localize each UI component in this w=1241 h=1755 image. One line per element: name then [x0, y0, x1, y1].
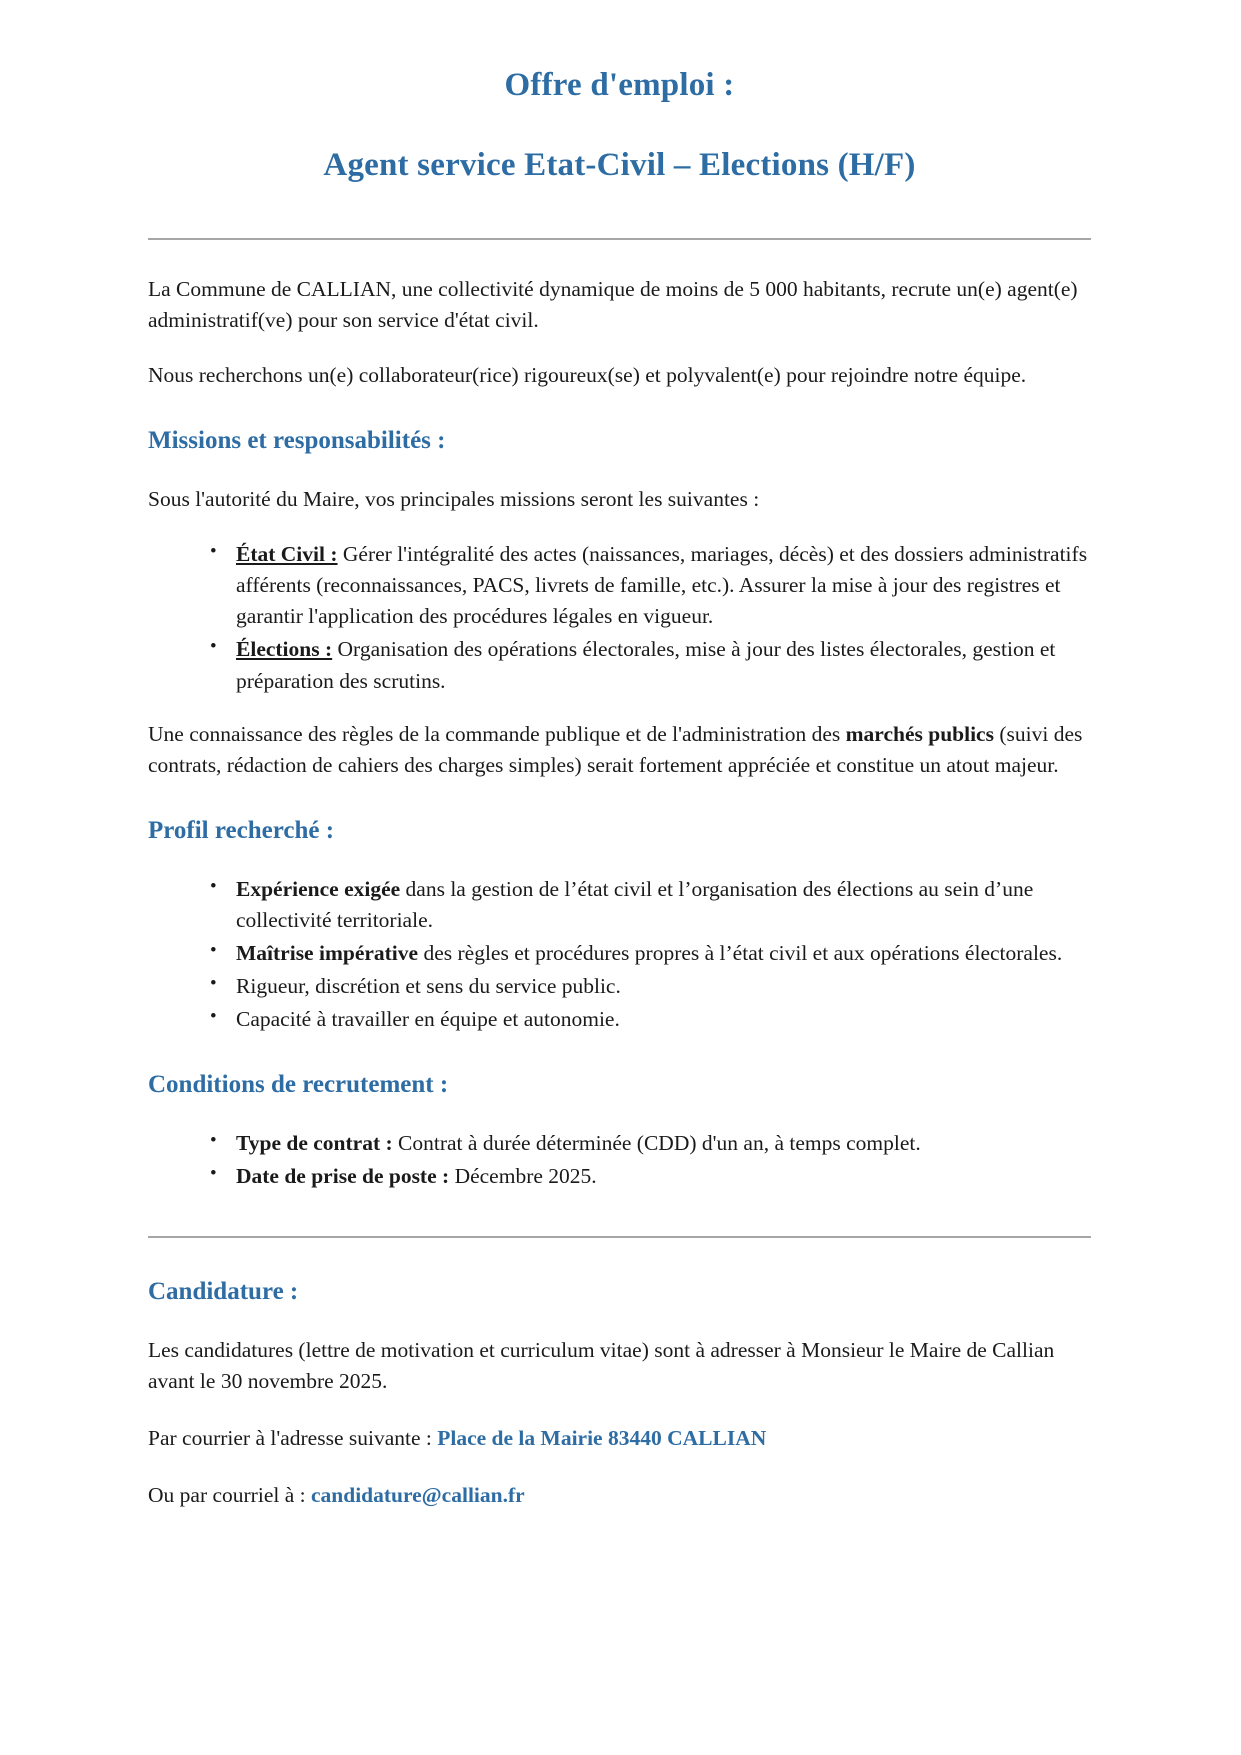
list-item-text: Décembre 2025.: [449, 1164, 597, 1189]
divider-bottom: [148, 1236, 1091, 1238]
list-item-label: Type de contrat :: [236, 1130, 393, 1155]
list-item: [210, 1128, 1091, 1159]
missions-lead: Sous l'autorité du Maire, vos principales missions seront les suivantes :: [148, 486, 760, 511]
section-heading-candidature: Candidature :: [148, 1278, 299, 1306]
list-item: [210, 634, 1091, 696]
section-heading-profil: Profil recherché :: [148, 817, 335, 845]
list-item: [210, 971, 1091, 1002]
missions-note-bold: marchés publics: [845, 721, 994, 746]
candidature-paragraph: Les candidatures (lettre de motivation et curriculum vitae) sont à adresser à Monsieur le Maire de Callian avant le 30 novembre 2025.: [148, 1337, 1055, 1393]
section-heading-missions: Missions et responsabilités :: [148, 427, 446, 455]
list-item-text: Contrat à durée déterminée (CDD) d'un an, à temps complet.: [392, 1130, 921, 1155]
missions-note: [148, 719, 1091, 781]
list-item-text: Gérer l'intégralité des actes (naissances, mariages, décès) et des dossiers administratifs afférents (reconnaissances, PACS, livrets de famille, etc.). Assurer la mise à jour des registres et garantir l'application des procédures légales en vigueur.: [236, 541, 1088, 629]
postal-address: Place de la Mairie 83440 CALLIAN: [437, 1426, 767, 1451]
missions-note-part2: (suivi des contrats, rédaction de cahiers des charges simples) serait fortement appréciée et constitue un atout majeur.: [148, 721, 1083, 777]
list-item-label: Date de prise de poste :: [236, 1164, 450, 1189]
list-item-text: Capacité à travailler en équipe et autonomie.: [236, 1007, 620, 1032]
candidature-email-line: [148, 1480, 1091, 1511]
list-item-label: Élections :: [236, 637, 333, 662]
list-item: [210, 1161, 1091, 1192]
missions-list: [148, 539, 1091, 697]
profil-list: [148, 874, 1091, 1036]
divider-top: [148, 238, 1091, 240]
mail-intro-text: Par courrier à l'adresse suivante :: [148, 1426, 438, 1451]
candidature-block: [148, 1276, 1091, 1511]
list-item-text: dans la gestion de l’état civil et l’organisation des élections au sein d’une collectivité territoriale.: [236, 876, 1034, 932]
email-address-link[interactable]: candidature@callian.fr: [310, 1483, 525, 1508]
section-heading-conditions: Conditions de recrutement :: [148, 1071, 449, 1099]
list-item-label: État Civil :: [236, 541, 338, 566]
conditions-list: [148, 1128, 1091, 1192]
page-title-line1: Offre d'emploi :: [504, 67, 735, 103]
list-item-label: Expérience exigée: [236, 876, 401, 901]
list-item: [210, 1004, 1091, 1035]
list-item: [210, 874, 1091, 936]
list-item-label: Maîtrise impérative: [236, 940, 419, 965]
list-item: [210, 539, 1091, 633]
list-item-text: Organisation des opérations électorales, mise à jour des listes électorales, gestion et préparation des scrutins.: [236, 637, 1056, 693]
page-title-line2: Agent service Etat-Civil – Elections (H/F): [323, 146, 916, 183]
intro-paragraph-1: La Commune de CALLIAN, une collectivité dynamique de moins de 5 000 habitants, recrute un(e) agent(e) administratif(ve) pour son service d'état civil.: [148, 276, 1078, 332]
list-item-text: Rigueur, discrétion et sens du service public.: [236, 974, 621, 999]
missions-note-part1: Une connaissance des règles de la commande publique et de l'administration des: [148, 721, 846, 746]
list-item-text: des règles et procédures propres à l’état civil et aux opérations électorales.: [418, 940, 1063, 965]
candidature-mail-line: [148, 1423, 1091, 1454]
intro-paragraph-2: Nous recherchons un(e) collaborateur(rice) rigoureux(se) et polyvalent(e) pour rejoindre notre équipe.: [148, 363, 1027, 388]
list-item: [210, 938, 1091, 969]
email-intro-text: Ou par courriel à :: [148, 1483, 311, 1508]
